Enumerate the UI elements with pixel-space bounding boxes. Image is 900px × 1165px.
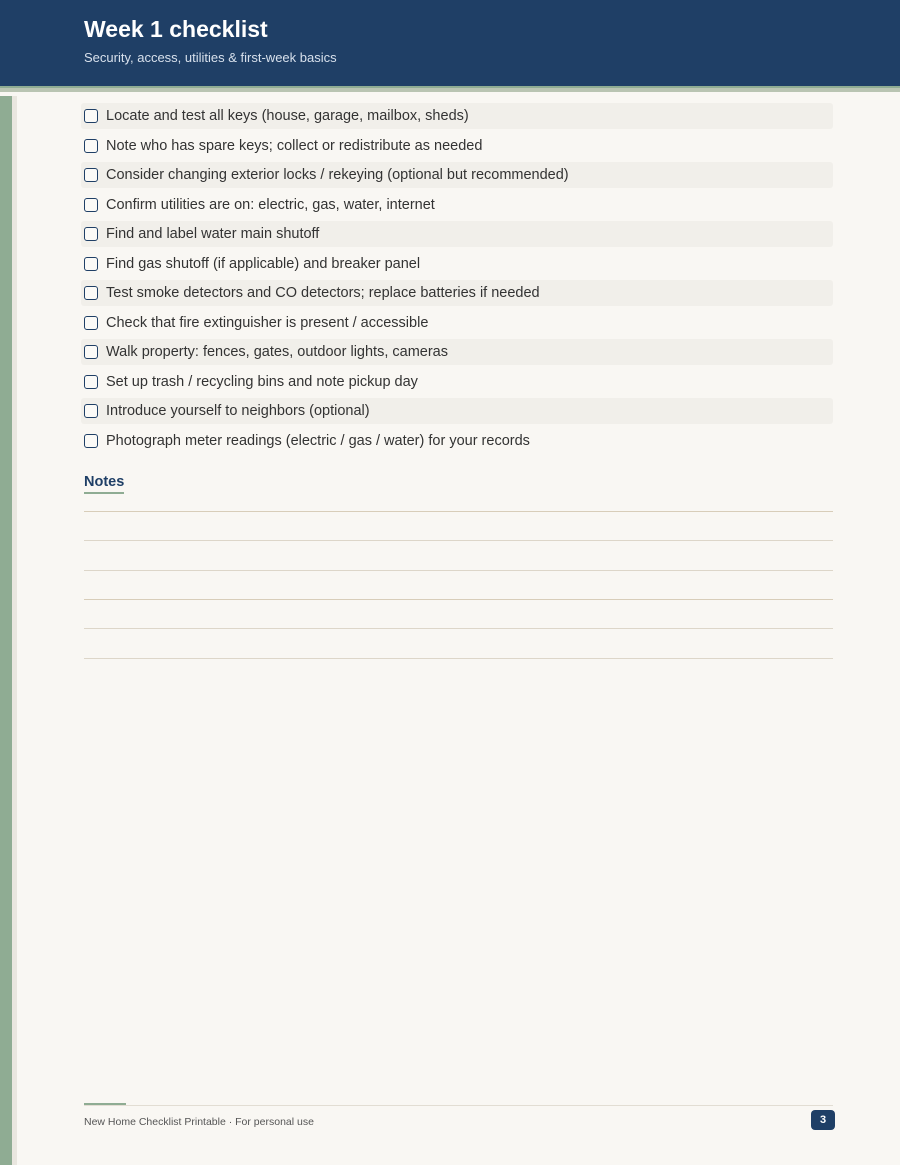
checkbox[interactable] <box>84 375 98 389</box>
checklist-item[interactable] <box>81 310 833 336</box>
page-title: Week 1 checklist <box>84 16 268 42</box>
notes-line[interactable] <box>84 628 833 629</box>
checkbox[interactable] <box>84 257 98 271</box>
checklist-item[interactable] <box>81 103 833 129</box>
checkbox[interactable] <box>84 139 98 153</box>
checklist-item[interactable] <box>81 428 833 454</box>
checklist-item-label: Introduce yourself to neighbors (optional) <box>106 403 370 419</box>
checklist-item-label: Find gas shutoff (if applicable) and breaker panel <box>106 255 421 272</box>
page-subtitle: Security, access, utilities & first-week basics <box>84 50 337 65</box>
checklist-item[interactable] <box>81 398 833 424</box>
checklist-item[interactable] <box>81 221 833 247</box>
checklist-item[interactable] <box>81 133 833 159</box>
checklist-item-label: Walk property: fences, gates, outdoor lights, cameras <box>106 344 448 360</box>
checkbox[interactable] <box>84 227 98 241</box>
header-accent-line <box>0 86 900 88</box>
checkbox[interactable] <box>84 434 98 448</box>
checklist <box>81 103 833 457</box>
notes-heading: Notes <box>84 474 124 494</box>
checklist-item-label: Confirm utilities are on: electric, gas, water, internet <box>106 196 435 213</box>
checkbox[interactable] <box>84 168 98 182</box>
notes-line[interactable] <box>84 570 833 571</box>
notes-line[interactable] <box>84 540 833 541</box>
checklist-item[interactable] <box>81 369 833 395</box>
checklist-item-label: Find and label water main shutoff <box>106 226 320 242</box>
side-accent-bar-light <box>12 96 17 1165</box>
checkbox[interactable] <box>84 198 98 212</box>
side-accent-bar <box>0 96 12 1165</box>
notes-line[interactable] <box>84 511 833 512</box>
checkbox[interactable] <box>84 404 98 418</box>
checklist-item-label: Set up trash / recycling bins and note pickup day <box>106 373 418 390</box>
page-number-badge: 3 <box>811 1110 835 1130</box>
checklist-item-label: Note who has spare keys; collect or redistribute as needed <box>106 137 483 154</box>
checklist-item[interactable] <box>81 162 833 188</box>
notes-line[interactable] <box>84 658 833 659</box>
checklist-item[interactable] <box>81 280 833 306</box>
checklist-item-label: Test smoke detectors and CO detectors; replace batteries if needed <box>106 285 540 301</box>
notes-line[interactable] <box>84 599 833 600</box>
checklist-item-label: Locate and test all keys (house, garage, mailbox, sheds) <box>106 108 469 124</box>
checkbox[interactable] <box>84 316 98 330</box>
page-header <box>0 0 900 86</box>
checklist-item-label: Photograph meter readings (electric / gas / water) for your records <box>106 432 530 449</box>
checkbox[interactable] <box>84 286 98 300</box>
checkbox[interactable] <box>84 109 98 123</box>
checklist-item-label: Check that fire extinguisher is present / accessible <box>106 314 429 331</box>
footer-divider <box>84 1105 833 1106</box>
checklist-item[interactable] <box>81 251 833 277</box>
footer-accent <box>84 1103 126 1105</box>
checkbox[interactable] <box>84 345 98 359</box>
checklist-item[interactable] <box>81 192 833 218</box>
footer-text: New Home Checklist Printable · For personal use <box>84 1116 314 1128</box>
checklist-item-label: Consider changing exterior locks / rekeying (optional but recommended) <box>106 167 569 183</box>
checklist-item[interactable] <box>81 339 833 365</box>
